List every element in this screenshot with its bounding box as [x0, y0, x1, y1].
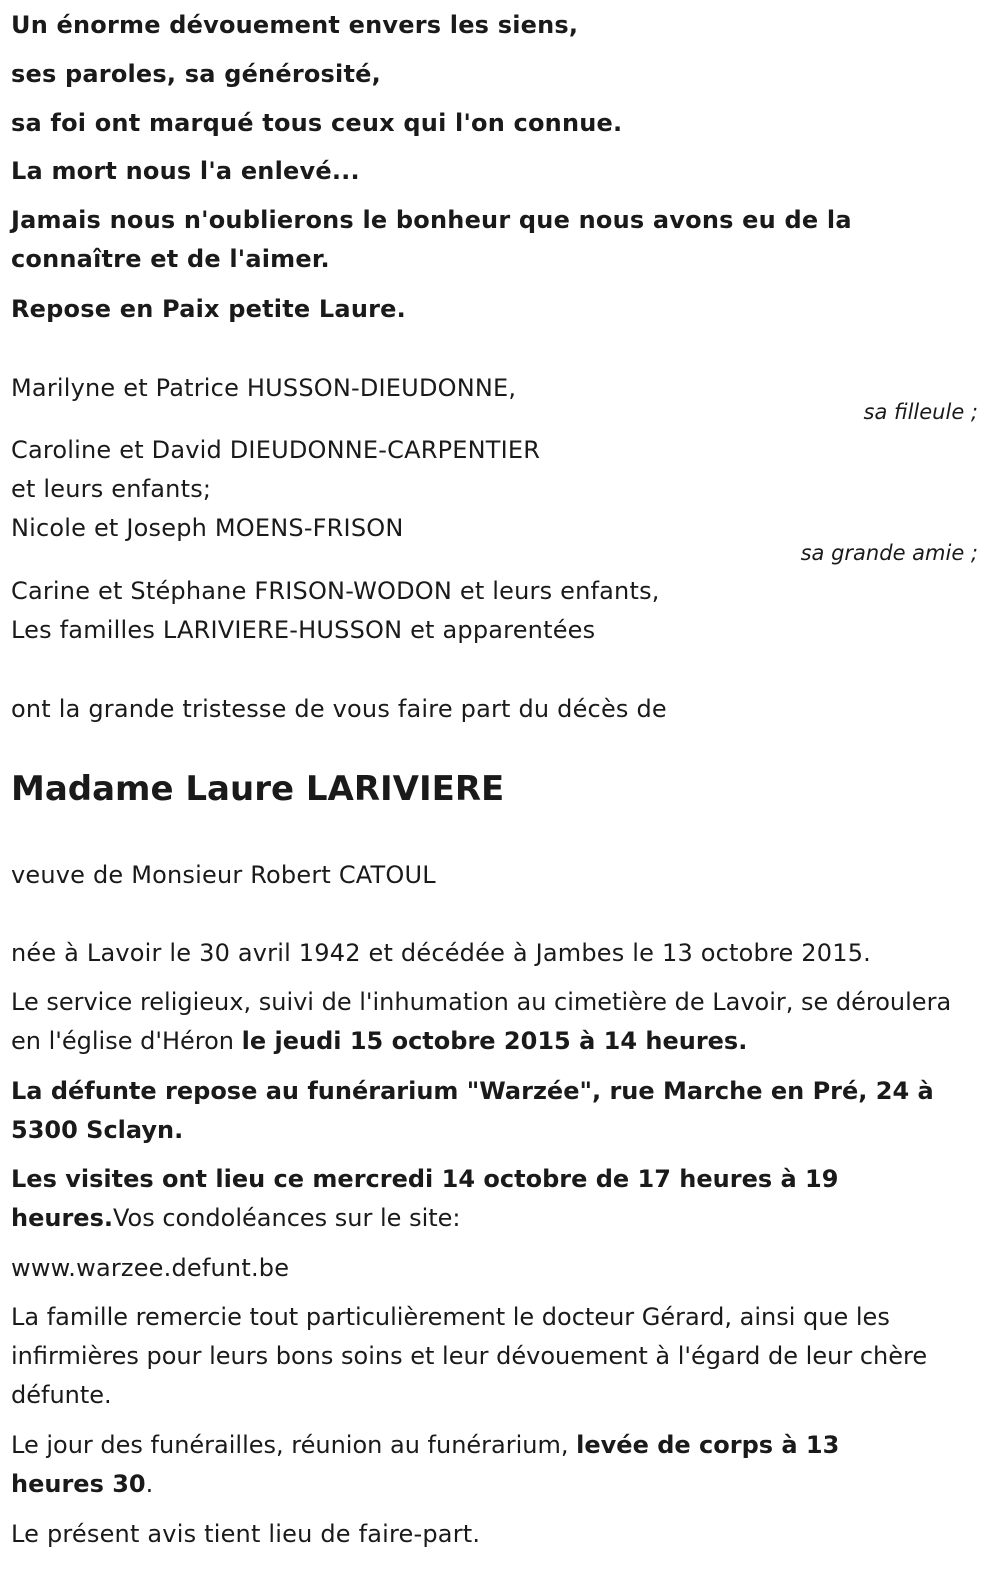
- funeral-paragraph: [11, 1426, 911, 1504]
- website: www.warzee.defunt.be: [11, 1254, 290, 1282]
- service-text: Le service religieux, suivi de l'inhumation au cimetière de Lavoir, se déroulera en l'église d'Héron: [11, 988, 952, 1055]
- visits-condolences: Vos condoléances sur le site:: [112, 1204, 461, 1232]
- announcement-intro: ont la grande tristesse de vous faire part du décès de: [11, 695, 667, 723]
- birth-death-dates: née à Lavoir le 30 avril 1942 et décédée à Jambes le 13 octobre 2015.: [11, 939, 871, 967]
- widow-of: veuve de Monsieur Robert CATOUL: [11, 861, 436, 889]
- poem-line-4: La mort nous l'a enlevé...: [11, 157, 360, 185]
- family-entry-3: et leurs enfants;: [11, 475, 212, 503]
- visits-paragraph: [11, 1160, 871, 1238]
- poem-line-6: Repose en Paix petite Laure.: [11, 295, 406, 323]
- family-entry-2: Caroline et David DIEUDONNE-CARPENTIER: [11, 436, 541, 464]
- family-entry-5: Carine et Stéphane FRISON-WODON et leurs enfants,: [11, 577, 660, 605]
- family-note-friend: sa grande amie ;: [800, 541, 978, 565]
- funeral-end: .: [145, 1470, 154, 1498]
- family-note-goddaughter: sa filleule ;: [863, 400, 978, 424]
- family-entry-6: Les familles LARIVIERE-HUSSON et apparentées: [11, 616, 596, 644]
- poem-line-1: Un énorme dévouement envers les siens,: [11, 11, 579, 39]
- service-when: le jeudi 15 octobre 2015 à 14 heures.: [241, 1027, 748, 1055]
- funeral-text: Le jour des funérailles, réunion au funérarium,: [11, 1431, 577, 1459]
- visits-bold: Les visites ont lieu ce mercredi 14 octobre de 17 heures à 19 heures.: [11, 1165, 839, 1232]
- service-paragraph: [11, 983, 971, 1061]
- family-entry-1: Marilyne et Patrice HUSSON-DIEUDONNE,: [11, 374, 517, 402]
- poem-line-5: Jamais nous n'oublierons le bonheur que nous avons eu de la connaître et de l'aimer.: [11, 206, 852, 273]
- poem-line-3: sa foi ont marqué tous ceux qui l'on connue.: [11, 109, 623, 137]
- family-entry-4: Nicole et Joseph MOENS-FRISON: [11, 514, 404, 542]
- thanks-paragraph: La famille remercie tout particulièrement le docteur Gérard, ainsi que les infirmières pour leurs bons soins et leur dévouement à l'égard de leur chère défunte.: [11, 1303, 928, 1409]
- poem-line-2: ses paroles, sa générosité,: [11, 60, 381, 88]
- funeral-bold: levée de corps à 13 heures 30: [11, 1431, 840, 1498]
- deceased-name: Madame Laure LARIVIERE: [11, 769, 505, 809]
- closing-line: Le présent avis tient lieu de faire-part.: [11, 1520, 481, 1548]
- rest-place: La défunte repose au funérarium "Warzée", rue Marche en Pré, 24 à 5300 Sclayn.: [11, 1077, 934, 1144]
